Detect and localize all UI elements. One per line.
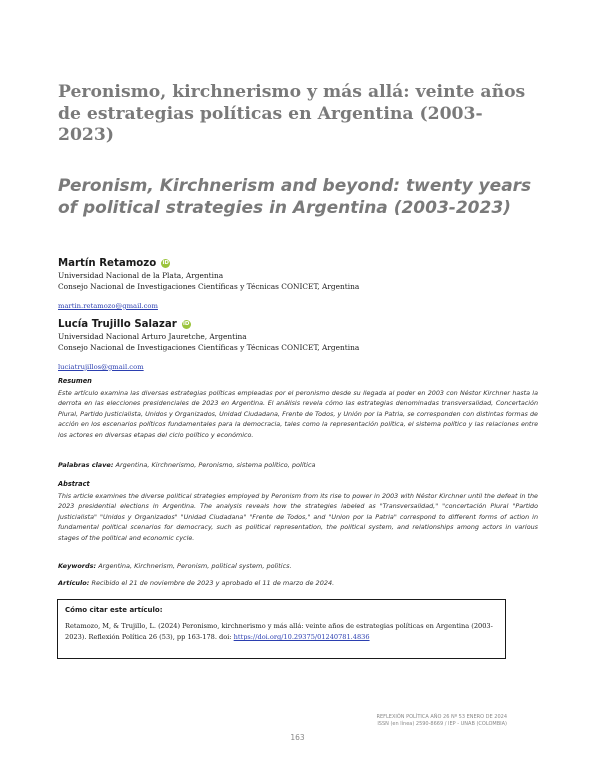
author-name: Lucía Trujillo Salazar [58, 319, 177, 330]
author-name: Martín Retamozo [58, 258, 157, 269]
author-affiliation: Consejo Nacional de Investigaciones Científicas y Técnicas CONICET, Argentina [58, 282, 360, 292]
author-affiliation: Universidad Nacional de la Plata, Argentina [58, 271, 224, 280]
author-affiliation: Universidad Nacional Arturo Jauretche, Argentina [58, 332, 247, 341]
author-email-link[interactable]: martin.retamozo@gmail.com [58, 301, 158, 310]
palabras-clave-label: Palabras clave: [58, 461, 114, 469]
author-name-row [58, 318, 538, 331]
articulo-text: Recibido el 21 de noviembre de 2023 y aprobado el 11 de marzo de 2024. [91, 579, 335, 587]
abstract-text: This article examines the diverse political strategies employed by Peronism from its rise to power in 2003 with Néstor Kirchner until the defeat in the 2023 presidential elections in Argentina. The analysis reveals how the strategies labeled as "Transversalidad," "concertación Plural "Partido Justicialista" "Unidos y Organizados" "Unidad Ciudadana" "Frente de Todos," and "Union por la Patria" correspond to different forms of action in fundamental political scenarios for democracy, such as political representation, the political system, and relationships among actors in various stages of the political and economic cycle. [58, 492, 538, 542]
citation-title: Cómo citar este artículo: [65, 606, 163, 614]
author-affiliation: Consejo Nacional de Investigaciones Científicas y Técnicas CONICET, Argentina [58, 343, 360, 353]
articulo-label: Artículo: [58, 579, 90, 587]
resumen-heading: Resumen [58, 377, 92, 385]
keywords-line [58, 562, 538, 570]
title-english: Peronism, Kirchnerism and beyond: twenty years of political strategies in Argentina (2003-2023) [58, 176, 532, 218]
keywords-text: Argentina, Kirchnerism, Peronism, political system, politics. [98, 562, 292, 570]
orcid-icon[interactable]: iD [183, 321, 190, 327]
palabras-clave-line [58, 461, 538, 469]
palabras-clave-text: Argentina, Kirchnerismo, Peronismo, sistema político, política [115, 461, 316, 469]
footer-line-2: ISSN (en línea) 2590-8669 / IEP - UNAB (COLOMBIA) [377, 721, 507, 727]
orcid-icon[interactable]: iD [162, 260, 169, 266]
articulo-line [58, 579, 538, 587]
citation-body [65, 621, 498, 643]
citation-text: Retamozo, M, & Trujillo, L. (2024) Peronismo, kirchnerismo y más allá: veinte años de estrategias políticas en Argentina (2003-2023). Reflexión Política 26 (53), pp 163-178. doi: [65, 622, 493, 641]
resumen-text: Este artículo examina las diversas estrategias políticas empleadas por el peronismo desde su llegada al poder en 2003 con Néstor Kirchner hasta la derrota en las elecciones presidenciales de 2023 en Argentina. El análisis revela cómo las estrategias denominadas transversalidad, Concertación Plural, Partido Justicialista, Unidos y Organizados, Unidad Ciudadana, Frente de Todos, y Unión por la Patria, se corresponden con distintas formas de acción en los escenarios políticos fundamentales para la democracia, tales como la representación política, el sistema político y las relaciones entre los actores en diversas etapas del ciclo político y económico. [58, 389, 538, 439]
author-block-2 [58, 318, 538, 373]
footer-line-1: REFLEXIÓN POLÍTICA AÑO 26 Nº 53 ENERO DE 2024 [376, 714, 507, 720]
keywords-label: Keywords: [58, 562, 97, 570]
journal-footer [376, 714, 507, 728]
author-block-1 [58, 257, 538, 312]
title-spanish: Peronismo, kirchnerismo y más allá: veinte años de estrategias políticas en Argentina (2003-2023) [58, 82, 526, 145]
author-email-link[interactable]: luciatrujillos@gmail.com [58, 362, 144, 371]
citation-box [57, 599, 506, 659]
author-name-row [58, 257, 538, 270]
abstract-heading: Abstract [58, 480, 90, 488]
doi-link[interactable]: https://doi.org/10.29375/01240781.4836 [233, 633, 370, 641]
page-number: 163 [290, 733, 305, 742]
